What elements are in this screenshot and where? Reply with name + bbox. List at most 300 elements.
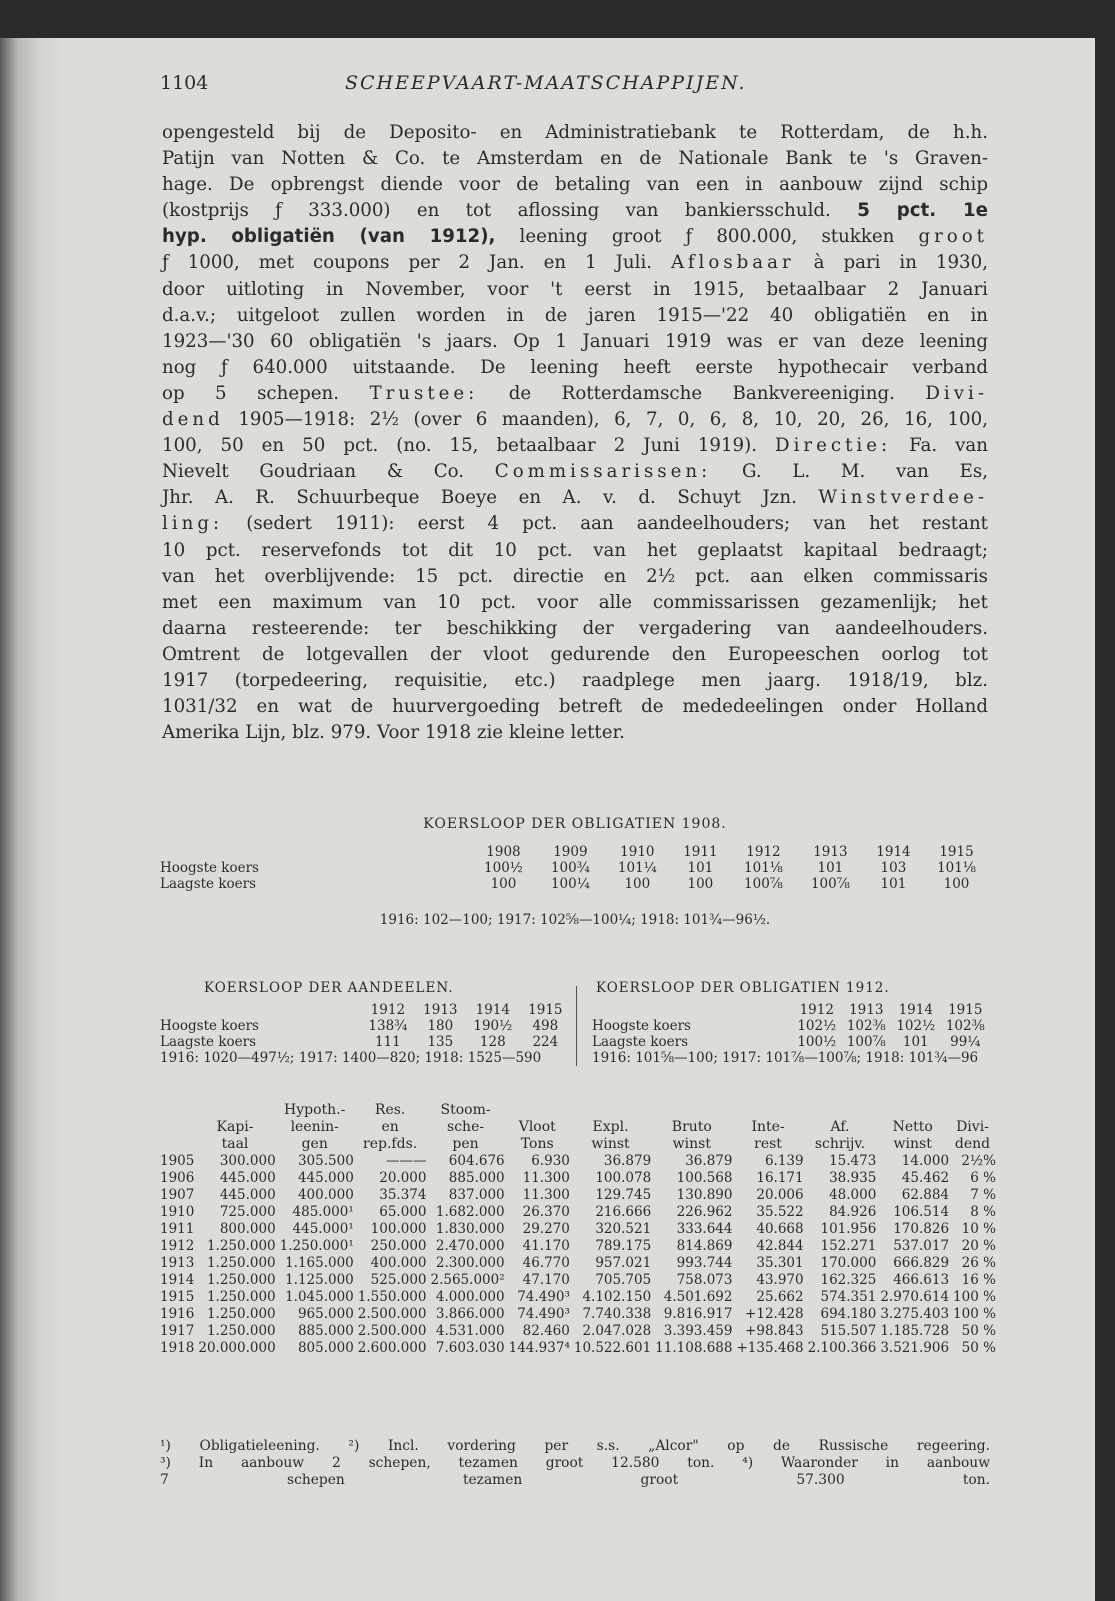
table-row	[160, 876, 990, 892]
body-line: ƒ 1000, met coupons per 2 Jan. en 1 Juli. Aflosbaar à pari in 1930,	[162, 252, 988, 274]
table-cell: 445.000	[219, 1187, 276, 1203]
table-cell: 2.470.000	[435, 1238, 505, 1254]
year-cell: 1912	[160, 1238, 195, 1254]
table-cell: 101⅛	[744, 860, 783, 876]
table-cell: 2.300.000	[435, 1255, 505, 1271]
body-line: 1917 (torpedeering, requisitie, etc.) raadplege men jaarg. 1918/19, blz.	[162, 669, 988, 691]
table-row	[160, 1238, 996, 1255]
table-cell: 1.165.000	[285, 1255, 354, 1271]
table-cell: 102⅜	[945, 1018, 985, 1034]
table-cell: 99¼	[950, 1034, 981, 1050]
table-cell: 2.100.366	[807, 1340, 877, 1356]
table-cell: 20.006	[756, 1187, 804, 1203]
table-cell: 48.000	[829, 1187, 877, 1203]
table-cell: 74.490³	[517, 1306, 570, 1322]
body-line: nog ƒ 640.000 uitstaande. De leening heeft eerste hypothecair verband	[162, 356, 988, 378]
table-cell: 4.102.150	[582, 1289, 652, 1305]
dividend-label: dend	[162, 409, 224, 431]
table-cell: 25.662	[756, 1289, 804, 1305]
table-cell: 38.935	[829, 1170, 877, 1186]
table-cell: 789.175	[595, 1238, 652, 1254]
table-cell: 11.300	[522, 1170, 570, 1186]
table-caption: KOERSLOOP DER OBLIGATIEN 1908.	[423, 816, 727, 832]
table-cell: 100 %	[953, 1306, 996, 1322]
table-row	[160, 1187, 996, 1204]
body-line: van het overblijvende: 15 pct. directie en 2½ pct. aan elken commissaris	[162, 565, 988, 587]
column-header	[160, 1136, 194, 1153]
table-cell: 445.000	[219, 1170, 276, 1186]
column-header	[876, 1102, 949, 1119]
table-row	[160, 1289, 996, 1306]
body-line: op 5 schepen. Trustee: de Rotterdamsche Bankvereeniging. Divi-	[162, 382, 988, 404]
year-header: 1915	[939, 844, 974, 860]
year-header: 1912	[746, 844, 781, 860]
body-line: 10 pct. reservefonds tot dit 10 pct. van het geplaatst kapitaal bedraagt;	[162, 539, 988, 561]
share-price-table	[160, 980, 570, 1066]
table-cell: 36.879	[603, 1153, 652, 1169]
year-header: 1909	[553, 844, 588, 860]
table-cell: 65.000	[379, 1204, 427, 1220]
year-header: 1915	[528, 1002, 563, 1018]
table-cell: 50 %	[961, 1340, 996, 1356]
table-cell: 6.930	[531, 1153, 570, 1169]
table-cell: 400.000	[370, 1255, 427, 1271]
column-header	[505, 1102, 570, 1119]
table-cell: 525.000	[370, 1272, 427, 1288]
table-cell: 170.000	[820, 1255, 877, 1271]
table-row	[160, 1170, 996, 1187]
column-header: Stoom-	[440, 1102, 491, 1118]
table-cell: 111	[374, 1034, 401, 1050]
table-cell: 1.250.000	[206, 1323, 276, 1339]
column-header: dend	[954, 1136, 991, 1152]
body-text	[162, 120, 988, 746]
table-header-row	[160, 1002, 570, 1018]
table-cell: 45.462	[901, 1170, 950, 1186]
body-line: Patijn van Notten & Co. te Amsterdam en de Nationale Bank te 's Graven-	[162, 148, 988, 170]
table-cell: 1.250.000¹	[279, 1238, 354, 1254]
table-cell: 102½	[896, 1018, 936, 1034]
column-header: winst	[591, 1136, 630, 1152]
body-line: door uitloting in November, voor 't eerst in 1915, betaalbaar 2 Januari	[162, 278, 988, 300]
table-cell: 3.393.459	[663, 1323, 733, 1339]
table-cell: 82.460	[522, 1323, 570, 1339]
table-caption: KOERSLOOP DER OBLIGATIEN 1912.	[596, 980, 890, 996]
year-cell: 1917	[160, 1323, 195, 1339]
body-line: ling: (sedert 1911): eerst 4 pct. aan aandeelhouders; van het restant	[162, 513, 988, 535]
table-cell: 2.565.000²	[430, 1272, 505, 1288]
footnotes	[160, 1438, 990, 1489]
table-note: 1916: 101⅝—100; 1917: 101⅞—100⅞; 1918: 101¾—96	[592, 1050, 979, 1066]
table-note: 1916: 102—100; 1917: 102⅝—100¼; 1918: 101¾—96½.	[379, 912, 771, 928]
table-row	[160, 860, 990, 876]
table-cell: 9.816.917	[663, 1306, 733, 1322]
table-cell: 62.884	[901, 1187, 950, 1203]
column-header: winst	[672, 1136, 711, 1152]
table-cell: 400.000	[297, 1187, 354, 1203]
column-header: Af.	[830, 1119, 850, 1135]
table-cell: 106.514	[893, 1204, 950, 1220]
table-cell: 100	[490, 876, 517, 892]
table-cell: 445.000	[297, 1170, 354, 1186]
column-header: Hypoth.-	[284, 1102, 346, 1118]
year-header: 1912	[370, 1002, 406, 1018]
table-cell: 101.956	[820, 1221, 877, 1237]
column-header: taal	[221, 1136, 249, 1152]
body-line: hage. De opbrengst diende voor de betaling van een in aanbouw zijnd schip	[162, 174, 988, 196]
table-cell: 26 %	[961, 1255, 996, 1271]
body-line: met een maximum van 10 pct. voor alle commissarissen gezamenlijk; het	[162, 591, 988, 613]
table-cell: 102⅜	[846, 1018, 886, 1034]
table-row	[592, 1034, 990, 1050]
table-cell: 666.829	[893, 1255, 950, 1271]
body-line: opengesteld bij de Deposito- en Administratiebank te Rotterdam, de h.h.	[162, 122, 988, 143]
table-cell: 3.521.906	[880, 1340, 950, 1356]
table-cell: 35.522	[756, 1204, 804, 1220]
table-cell: 485.000¹	[292, 1204, 354, 1220]
table-cell: 2.500.000	[357, 1323, 427, 1339]
table-cell: 101¼	[617, 860, 657, 876]
year-header: 1914	[475, 1002, 510, 1018]
table-cell: 100½	[484, 860, 523, 876]
table-cell: 758.073	[676, 1272, 733, 1288]
table-cell: 100¾	[550, 860, 590, 876]
price-table	[160, 1002, 570, 1066]
table-cell: 4.531.000	[435, 1323, 505, 1339]
table-row	[160, 1204, 996, 1221]
year-cell: 1914	[160, 1272, 195, 1288]
table-cell: 40.668	[756, 1221, 804, 1237]
column-divider	[576, 986, 577, 1066]
column-header: rest	[754, 1136, 782, 1152]
footnote-line: ¹) Obligatieleening. ²) Incl. vordering per s.s. „Alcor" op de Russische regeering.	[160, 1438, 990, 1454]
year-cell: 1913	[160, 1255, 195, 1271]
body-line: d.a.v.; uitgeloot zullen worden in de jaren 1915—'22 40 obligatiën en in	[162, 304, 988, 326]
twin-price-tables	[160, 980, 990, 1080]
column-header	[160, 1119, 194, 1136]
bond-price-table-1908	[160, 816, 990, 928]
table-cell: 135	[427, 1034, 454, 1050]
table-cell: 300.000	[219, 1153, 276, 1169]
table-cell: 11.300	[522, 1187, 570, 1203]
table-cell: 333.644	[676, 1221, 733, 1237]
table-cell: 46.770	[522, 1255, 570, 1271]
body-line: Amerika Lijn, blz. 979. Voor 1918 zie kleine letter.	[162, 722, 625, 744]
table-note-row	[592, 1050, 990, 1066]
footnote-line: 7 schepen tezamen groot 57.300 ton.	[160, 1472, 990, 1488]
table-cell: 35.301	[756, 1255, 804, 1271]
table-cell: 84.926	[829, 1204, 877, 1220]
table-cell: 250.000	[370, 1238, 427, 1254]
table-cell: 101	[687, 860, 714, 876]
table-cell: 466.613	[893, 1272, 950, 1288]
table-cell: 2.970.614	[880, 1289, 950, 1305]
body-line: 1031/32 en wat de huurvergoeding betreft de mededeelingen onder Holland	[162, 696, 988, 718]
table-cell: 885.000	[448, 1170, 505, 1186]
table-header-row	[160, 1136, 996, 1153]
table-cell: 101⅛	[937, 860, 976, 876]
table-row	[160, 1018, 570, 1034]
running-head	[160, 62, 990, 102]
year-header: 1913	[423, 1002, 458, 1018]
table-row	[160, 1306, 996, 1323]
table-cell: 10 %	[961, 1221, 996, 1237]
table-cell: 3.275.403	[880, 1306, 950, 1322]
table-cell: 537.017	[893, 1238, 950, 1254]
financial-results-table	[160, 1102, 996, 1357]
body-line: daarna resteerende: ter beschikking der vergadering van aandeelhouders.	[162, 617, 988, 639]
table-cell: 1.250.000	[206, 1289, 276, 1305]
year-header: 1910	[620, 844, 655, 860]
table-cell: 100⅞	[810, 876, 850, 892]
table-cell: 47.170	[522, 1272, 570, 1288]
body-line: (kostprijs ƒ 333.000) en tot aflossing van bankiersschuld. 5 pct. 1e	[162, 200, 988, 222]
table-cell: 216.666	[595, 1204, 652, 1220]
table-cell: 10.522.601	[573, 1340, 652, 1356]
year-header: 1914	[876, 844, 911, 860]
row-label: Laagste koers	[160, 876, 257, 892]
table-cell: 4.501.692	[663, 1289, 733, 1305]
aflosbaar-label: Aflosbaar	[671, 252, 795, 274]
table-cell: 100	[943, 876, 970, 892]
column-header: en	[381, 1119, 399, 1135]
column-header	[194, 1102, 275, 1119]
table-note-row	[160, 1050, 570, 1066]
table-cell: 515.507	[820, 1323, 877, 1339]
column-header	[949, 1102, 996, 1119]
financial-table-header	[160, 1102, 996, 1153]
column-header: Kapi-	[216, 1119, 254, 1135]
table-cell: 885.000	[297, 1323, 354, 1339]
table-cell: 6 %	[970, 1170, 996, 1186]
table-cell: 35.374	[379, 1187, 427, 1203]
commissarissen-label: Commissarissen:	[494, 461, 712, 483]
body-line: 100, 50 en 50 pct. (no. 15, betaalbaar 2 Juni 1919). Directie: Fa. van	[162, 435, 988, 457]
table-cell: 103	[880, 860, 907, 876]
table-cell: +98.843	[745, 1323, 804, 1339]
table-cell: 29.270	[522, 1221, 570, 1237]
table-cell: 320.521	[595, 1221, 652, 1237]
table-cell: 1.250.000	[206, 1238, 276, 1254]
body-line: Jhr. A. R. Schuurbeque Boeye en A. v. d. Schuyt Jzn. Winstverdee-	[162, 487, 988, 509]
table-cell: 101	[902, 1034, 929, 1050]
table-cell: ———	[386, 1153, 427, 1169]
column-header: Res.	[374, 1102, 406, 1118]
table-row	[160, 1221, 996, 1238]
financial-table	[160, 1102, 996, 1357]
year-cell: 1905	[160, 1153, 195, 1169]
column-header: Vloot	[518, 1119, 556, 1135]
table-cell: 800.000	[219, 1221, 276, 1237]
table-cell: 604.676	[448, 1153, 505, 1169]
table-cell: 4.000.000	[435, 1289, 505, 1305]
column-header: Expl.	[592, 1119, 629, 1135]
table-cell: 144.937⁴	[508, 1340, 570, 1356]
table-cell: 100 %	[953, 1289, 996, 1305]
column-header: schrijv.	[814, 1136, 866, 1152]
year-cell: 1907	[160, 1187, 195, 1203]
table-cell: 20 %	[961, 1238, 996, 1254]
table-cell: 1.682.000	[435, 1204, 505, 1220]
table-cell: 1.250.000	[206, 1272, 276, 1288]
table-cell: 180	[427, 1018, 454, 1034]
table-cell: 190½	[473, 1018, 513, 1034]
table-row	[592, 1018, 990, 1034]
table-cell: 1.250.000	[206, 1255, 276, 1271]
row-label: Hoogste koers	[160, 1018, 259, 1034]
table-cell: 36.879	[685, 1153, 733, 1169]
body-line: dend 1905—1918: 2½ (over 6 maanden), 6, 7, 0, 6, 8, 10, 20, 26, 16, 100,	[162, 409, 988, 431]
table-cell: 100	[624, 876, 651, 892]
table-cell: 100.078	[595, 1170, 652, 1186]
table-header-row	[160, 844, 990, 860]
table-cell: 226.962	[676, 1204, 733, 1220]
table-row	[160, 1153, 996, 1170]
column-header: Tons	[520, 1136, 554, 1152]
table-cell: 8 %	[970, 1204, 996, 1220]
table-cell: 1.550.000	[357, 1289, 427, 1305]
table-cell: 7 %	[970, 1187, 996, 1203]
year-header: 1911	[683, 844, 718, 860]
table-cell: 50 %	[961, 1323, 996, 1339]
table-cell: 7.603.030	[435, 1340, 505, 1356]
table-cell: 2.500.000	[357, 1306, 427, 1322]
year-cell: 1918	[160, 1340, 195, 1356]
table-cell: 705.705	[595, 1272, 652, 1288]
table-cell: 1.185.728	[880, 1323, 950, 1339]
table-cell: 100½	[797, 1034, 837, 1050]
body-line: Omtrent de lotgevallen der vloot gedurende den Europeeschen oorlog tot	[162, 643, 988, 665]
table-cell: +135.468	[736, 1340, 804, 1356]
loan-heading: 5 pct. 1e	[857, 200, 988, 222]
table-row	[160, 1034, 570, 1050]
column-header	[651, 1102, 732, 1119]
table-cell: 837.000	[448, 1187, 505, 1203]
table-cell: 101	[817, 860, 844, 876]
column-header	[160, 1102, 194, 1119]
body-line: hyp. obligatiën (van 1912), leening groot ƒ 800.000, stukken groot	[162, 226, 988, 248]
table-cell: 224	[532, 1034, 559, 1050]
table-cell: 11.108.688	[655, 1340, 733, 1356]
year-cell: 1911	[160, 1221, 195, 1237]
footnote-line: ³) In aanbouw 2 schepen, tezamen groot 12.580 ton. ⁴) Waaronder in aanbouw	[160, 1455, 990, 1471]
loan-heading-cont: hyp. obligatiën (van 1912),	[162, 226, 496, 248]
table-cell: 74.490³	[517, 1289, 570, 1305]
page-number: 1104	[160, 72, 209, 94]
year-cell: 1906	[160, 1170, 195, 1186]
table-header-row	[160, 1102, 996, 1119]
table-cell: 15.473	[829, 1153, 877, 1169]
table-cell: 3.866.000	[435, 1306, 505, 1322]
table-cell: 993.744	[676, 1255, 733, 1271]
table-cell: 1.250.000	[206, 1306, 276, 1322]
table-header-row	[160, 1119, 996, 1136]
price-table	[160, 844, 990, 892]
table-cell: 7.740.338	[582, 1306, 652, 1322]
column-header: winst	[893, 1136, 932, 1152]
trustee-label: Trustee:	[369, 382, 479, 404]
table-cell: 100⅞	[846, 1034, 886, 1050]
table-cell: 162.325	[820, 1272, 877, 1288]
table-cell: 805.000	[297, 1340, 354, 1356]
table-cell: 100.000	[370, 1221, 427, 1237]
year-header: 1912	[799, 1002, 834, 1018]
table-note: 1916: 1020—497½; 1917: 1400—820; 1918: 1525—590	[160, 1050, 542, 1066]
row-label: Hoogste koers	[160, 860, 259, 876]
table-cell: 100⅞	[744, 876, 783, 892]
table-row	[160, 1323, 996, 1340]
table-cell: 305.500	[297, 1153, 354, 1169]
table-cell: 16 %	[961, 1272, 996, 1288]
year-header: 1914	[898, 1002, 933, 1018]
table-cell: 1.045.000	[285, 1289, 354, 1305]
table-row	[160, 1340, 996, 1357]
directie-label: Directie:	[775, 435, 892, 457]
table-cell: 26.370	[522, 1204, 570, 1220]
column-header: rep.fds.	[363, 1136, 418, 1152]
column-header: sche-	[447, 1119, 485, 1135]
column-header: pen	[452, 1136, 479, 1152]
table-cell: 2.047.028	[582, 1323, 652, 1339]
table-cell: 498	[532, 1018, 559, 1034]
year-cell: 1910	[160, 1204, 195, 1220]
column-header	[570, 1102, 651, 1119]
table-cell: 814.869	[676, 1238, 733, 1254]
table-cell: 129.745	[595, 1187, 652, 1203]
table-cell: 445.000¹	[292, 1221, 354, 1237]
column-header: Divi-	[956, 1119, 989, 1135]
row-label: Laagste koers	[160, 1034, 257, 1050]
table-cell: 43.970	[756, 1272, 804, 1288]
table-cell: 965.000	[297, 1306, 354, 1322]
column-header: gen	[301, 1136, 328, 1152]
table-cell: 102½	[797, 1018, 837, 1034]
winstverdeeling-label: Winstverdee-	[818, 487, 988, 509]
column-header: Inte-	[751, 1119, 785, 1135]
book-binding	[0, 38, 62, 1601]
column-header	[804, 1102, 877, 1119]
table-row	[160, 1272, 996, 1289]
column-header: Netto	[892, 1119, 933, 1135]
table-cell: 100	[687, 876, 714, 892]
table-cell: 138¾	[368, 1018, 408, 1034]
table-caption: KOERSLOOP DER AANDEELEN.	[204, 980, 454, 996]
table-cell: 100.568	[676, 1170, 733, 1186]
table-cell: 2.600.000	[357, 1340, 427, 1356]
table-cell: 2½%	[961, 1153, 996, 1169]
year-header: 1915	[948, 1002, 983, 1018]
year-header: 1913	[849, 1002, 884, 1018]
table-cell: 128	[479, 1034, 506, 1050]
year-header: 1908	[486, 844, 521, 860]
table-cell: 1.830.000	[435, 1221, 505, 1237]
table-row	[160, 1255, 996, 1272]
column-header: Bruto	[671, 1119, 712, 1135]
bond-price-table-1912	[592, 980, 990, 1066]
running-title: SCHEEPVAART-MAATSCHAPPIJEN.	[345, 72, 747, 94]
table-cell: 694.180	[820, 1306, 877, 1322]
body-line: 1923—'30 60 obligatiën 's jaars. Op 1 Januari 1919 was er van deze leening	[162, 330, 988, 352]
table-cell: 1.125.000	[285, 1272, 354, 1288]
year-cell: 1916	[160, 1306, 195, 1322]
table-cell: 6.139	[764, 1153, 804, 1169]
year-cell: 1915	[160, 1289, 195, 1305]
table-cell: 20.000	[379, 1170, 427, 1186]
table-cell: 16.171	[756, 1170, 804, 1186]
table-cell: 574.351	[820, 1289, 877, 1305]
table-header-row	[592, 1002, 990, 1018]
table-cell: 41.170	[522, 1238, 570, 1254]
